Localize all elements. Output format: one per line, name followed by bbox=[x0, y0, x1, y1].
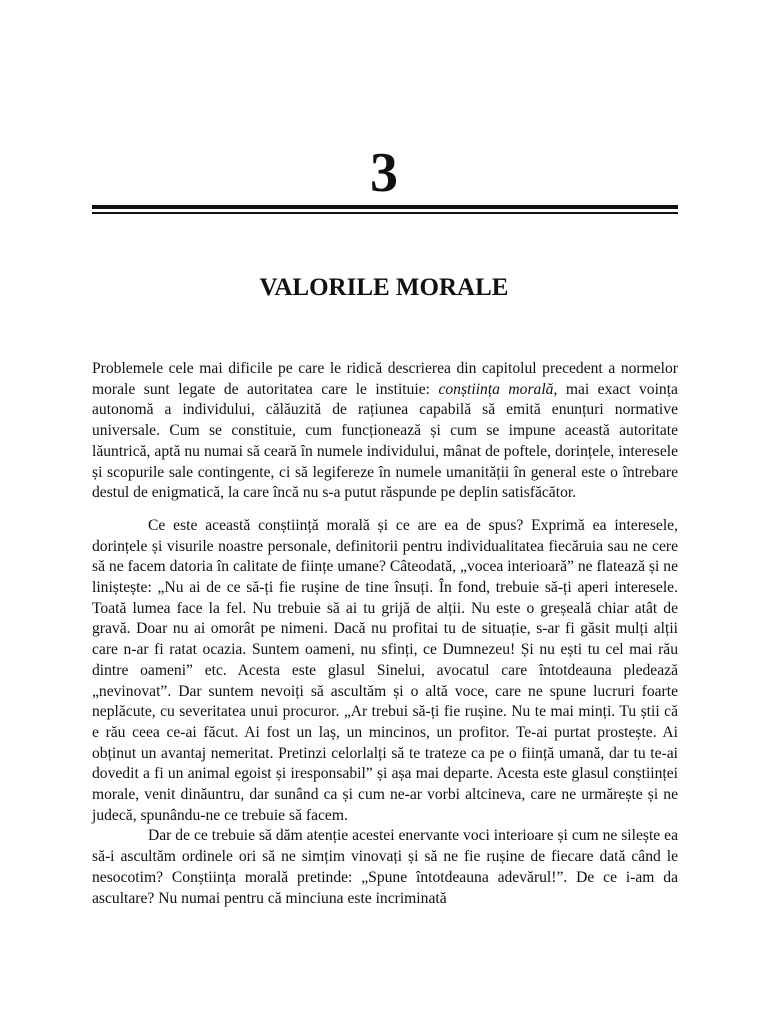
chapter-number: 3 bbox=[370, 142, 398, 204]
paragraph-1-before: Problemele cele mai dificile pe care le ridică descrierea din capitolul precedent a normelor morale sunt legate de autoritatea care le instituie: bbox=[92, 360, 678, 398]
body-text bbox=[92, 359, 678, 909]
paragraph-3: Dar de ce trebuie să dăm atenție acestei enervante voci interioare și cum ne silește ea să-i ascultăm ordinele ori să ne simțim vinovați și să ne fie rușine de fiecare dată când le nesocotim? Conștiința morală pretinde: „Spune întotdeauna adevărul!”. De ce i-am da ascultare? Nu numai pentru că minciuna este incriminată bbox=[92, 827, 678, 907]
paragraph-1 bbox=[92, 359, 678, 504]
chapter-title: VALORILE MORALE bbox=[259, 274, 509, 301]
paragraph-1-emphasis: conștiința morală bbox=[438, 380, 554, 398]
paragraph-2: Ce este această conștiință morală și ce are ea de spus? Exprimă ea interesele, dorințele și visurile noastre personale, definitorii pentru individualitatea fiecăruia sau ne cere să ne facem datoria în calitate de ființe umane? Câteodată, „vocea interioară” ne flatează și ne liniștește: „Nu ai de ce să-ți fie rușine de tine însuți. În fond, trebuie să-ți aperi interesele. Toată lumea face la fel. Nu trebuie să ai tu grijă de alții. Nu este o greșeală chiar atât de gravă. Doar nu ai omorât pe nimeni. Dacă nu profitai tu de situație, s-ar fi găsit mulți alții care n-ar fi ratat ocazia. Suntem oameni, nu sfinți, ce Dumnezeu! Și nu ești tu cel mai rău dintre oameni” etc. Acesta este glasul Sinelui, avocatul care întotdeauna pledează „nevinovat”. Dar suntem nevoiți să ascultăm și o altă voce, care ne spune lucruri foarte neplăcute, cu severitatea unui procuror. „Ar trebui să-ți fie rușine. Nu te mai minți. Tu știi că e rău ceea ce-ai făcut. Ai fost un laș, un mincinos, un profitor. Te-ai purtat prostește. Ai obținut un avantaj nemeritat. Pretinzi celorlalți să te trateze ca pe o ființă umană, dar tu te-ai dovedit a fi un animal egoist și iresponsabil” și așa mai departe. Acesta este glasul conștiinței morale, venit dinăuntru, dar sunând ca și cum ne-ar vorbi altcineva, care ne urmărește și ne judecă, spunându-ne ce trebuie să facem. bbox=[92, 516, 678, 824]
paragraph-1-after: , mai exact voința autonomă a individului, călăuzită de rațiunea capabilă să emită enunțuri normative universale. Cum se constituie, cum funcționează și cum se impune această autoritate lăuntrică, aptă nu numai să ceară în numele individului, mânat de poftele, dorințele, interesele și scopurile sale contingente, ci să legifereze în numele umanității în general este o întrebare destul de enigmatică, la care încă nu s-a putut răspunde pe deplin satisfăcător. bbox=[92, 380, 678, 502]
chapter-rule-thin bbox=[92, 212, 678, 214]
chapter-rule-thick bbox=[92, 205, 678, 209]
